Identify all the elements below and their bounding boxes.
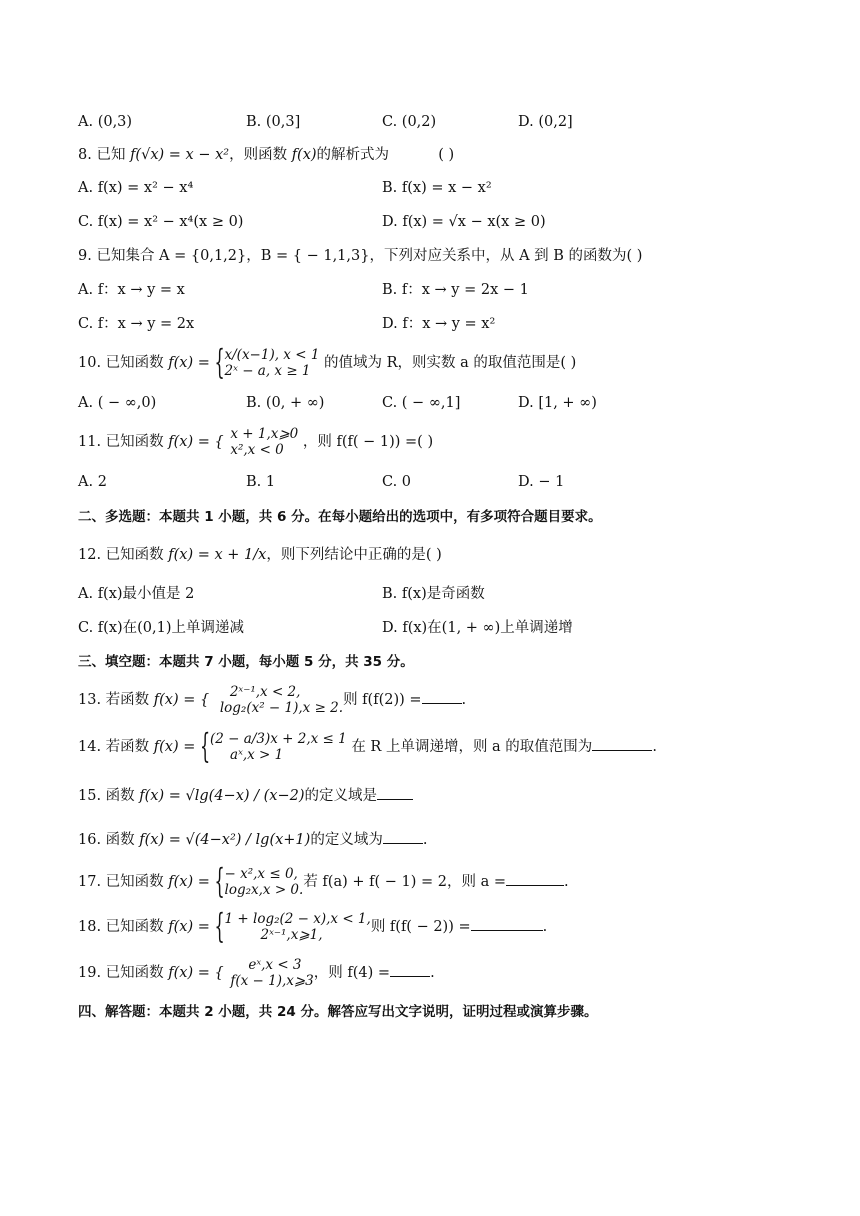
q13-stem: 13. 若函数 f(x) = { 2ˣ⁻¹,x < 2, log₂(x² − 1),x ≥ 2. 则 f(f(2)) = .: [78, 684, 467, 716]
q12-option-d: D. f(x)在(1, + ∞)上单调递增: [382, 620, 573, 636]
q7-option-b: B. (0,3]: [246, 114, 301, 130]
q9-option-c: C. f：x → y = 2x: [78, 316, 195, 332]
q10-option-a: A. ( − ∞,0): [78, 395, 157, 411]
q12-option-b: B. f(x)是奇函数: [382, 586, 485, 602]
q8-option-d: D. f(x) = √x − x(x ≥ 0): [382, 214, 546, 230]
q8-given-function: f(√x) = x − x²: [130, 147, 230, 163]
q19-answer-blank[interactable]: [390, 964, 430, 977]
q10-option-c: C. ( − ∞,1]: [382, 395, 461, 411]
q11-option-d: D. − 1: [518, 474, 565, 490]
q8-option-c: C. f(x) = x² − x⁴(x ≥ 0): [78, 214, 244, 230]
section-fill-blank-heading: 三、填空题：本题共 7 小题，每小题 5 分，共 35 分。: [78, 654, 414, 670]
section-multiple-choice-heading: 二、多选题：本题共 1 小题，共 6 分。在每小题给出的选项中，有多项符合题目要求。: [78, 509, 602, 525]
q9-option-d: D. f：x → y = x²: [382, 316, 496, 332]
q7-option-a: A. (0,3): [78, 114, 133, 130]
q11-option-c: C. 0: [382, 474, 412, 490]
q16-answer-blank[interactable]: [383, 831, 423, 844]
q10-option-d: D. [1, + ∞): [518, 395, 597, 411]
q18-stem: 18. 已知函数 f(x) = { 1 + log₂(2 − x),x < 1, 2ˣ⁻¹,x⩾1, 则 f(f( − 2)) = .: [78, 906, 548, 946]
q10-option-b: B. (0, + ∞): [246, 395, 325, 411]
q11-piecewise: x + 1,x⩾0 x²,x < 0: [230, 426, 299, 458]
q12-option-a: A. f(x)最小值是 2: [78, 586, 195, 602]
q14-stem: 14. 若函数 f(x) = { (2 − a/3)x + 2,x ≤ 1 aˣ,x > 1 在 R 上单调递增，则 a 的取值范围为 .: [78, 726, 657, 766]
q11-option-b: B. 1: [246, 474, 276, 490]
q16-stem: 16. 函数 f(x) = √(4−x²) / lg(x+1)的定义域为 .: [78, 832, 428, 848]
q8-option-b: B. f(x) = x − x²: [382, 180, 492, 196]
q17-piecewise: { − x²,x ≤ 0, log₂x,x > 0.: [214, 861, 304, 901]
q10-stem: 10. 已知函数 f(x) = { x/(x−1), x < 1 2ˣ − a, x ≥ 1 的值域为 R，则实数 a 的取值范围是( ): [78, 342, 577, 382]
q11-option-a: A. 2: [78, 474, 107, 490]
q14-answer-blank[interactable]: [592, 738, 652, 751]
q12-option-c: C. f(x)在(0,1)上单调递减: [78, 620, 245, 636]
q7-option-d: D. (0,2]: [518, 114, 573, 130]
q17-stem: 17. 已知函数 f(x) = { − x²,x ≤ 0, log₂x,x > 0. 若 f(a) + f( − 1) = 2，则 a = .: [78, 861, 569, 901]
q12-stem: 12. 已知函数 f(x) = x + 1/x，则下列结论中正确的是( ): [78, 547, 442, 563]
q7-option-c: C. (0,2): [382, 114, 437, 130]
q9-option-a: A. f：x → y = x: [78, 282, 185, 298]
q19-piecewise: eˣ,x < 3 f(x − 1),x⩾3: [230, 957, 314, 989]
q9-option-b: B. f：x → y = 2x − 1: [382, 282, 529, 298]
q8-option-a: A. f(x) = x² − x⁴: [78, 180, 194, 196]
q16-function: f(x) = √(4−x²) / lg(x+1): [139, 832, 311, 848]
q13-answer-blank[interactable]: [422, 691, 462, 704]
section-solution-heading: 四、解答题：本题共 2 小题，共 24 分。解答应写出文字说明，证明过程或演算步骤。: [78, 1004, 598, 1020]
q18-piecewise: { 1 + log₂(2 − x),x < 1, 2ˣ⁻¹,x⩾1,: [214, 906, 371, 946]
q15-function: f(x) = √lg(4−x) / (x−2): [139, 788, 305, 804]
q14-piecewise: { (2 − a/3)x + 2,x ≤ 1 aˣ,x > 1: [200, 726, 347, 766]
q18-answer-blank[interactable]: [471, 918, 543, 931]
q15-answer-blank[interactable]: [377, 787, 413, 800]
q13-piecewise: 2ˣ⁻¹,x < 2, log₂(x² − 1),x ≥ 2.: [219, 684, 344, 716]
q10-piecewise: { x/(x−1), x < 1 2ˣ − a, x ≥ 1: [214, 342, 320, 382]
q8-stem: 8. 已知 f(√x) = x − x²，则函数 f(x)的解析式为 ( ): [78, 147, 455, 163]
q9-stem: 9. 已知集合 A = {0,1,2}，B = { − 1,1,3}，下列对应关系中，从 A 到 B 的函数为( ): [78, 248, 643, 264]
q19-stem: 19. 已知函数 f(x) = { eˣ,x < 3 f(x − 1),x⩾3 ，则 f(4) = .: [78, 957, 435, 989]
q11-stem: 11. 已知函数 f(x) = { x + 1,x⩾0 x²,x < 0 ，则 f(f( − 1)) =( ): [78, 426, 434, 458]
q17-answer-blank[interactable]: [506, 873, 564, 886]
q15-stem: 15. 函数 f(x) = √lg(4−x) / (x−2)的定义域是: [78, 782, 413, 810]
q8-answer-paren: ( ): [438, 147, 455, 163]
